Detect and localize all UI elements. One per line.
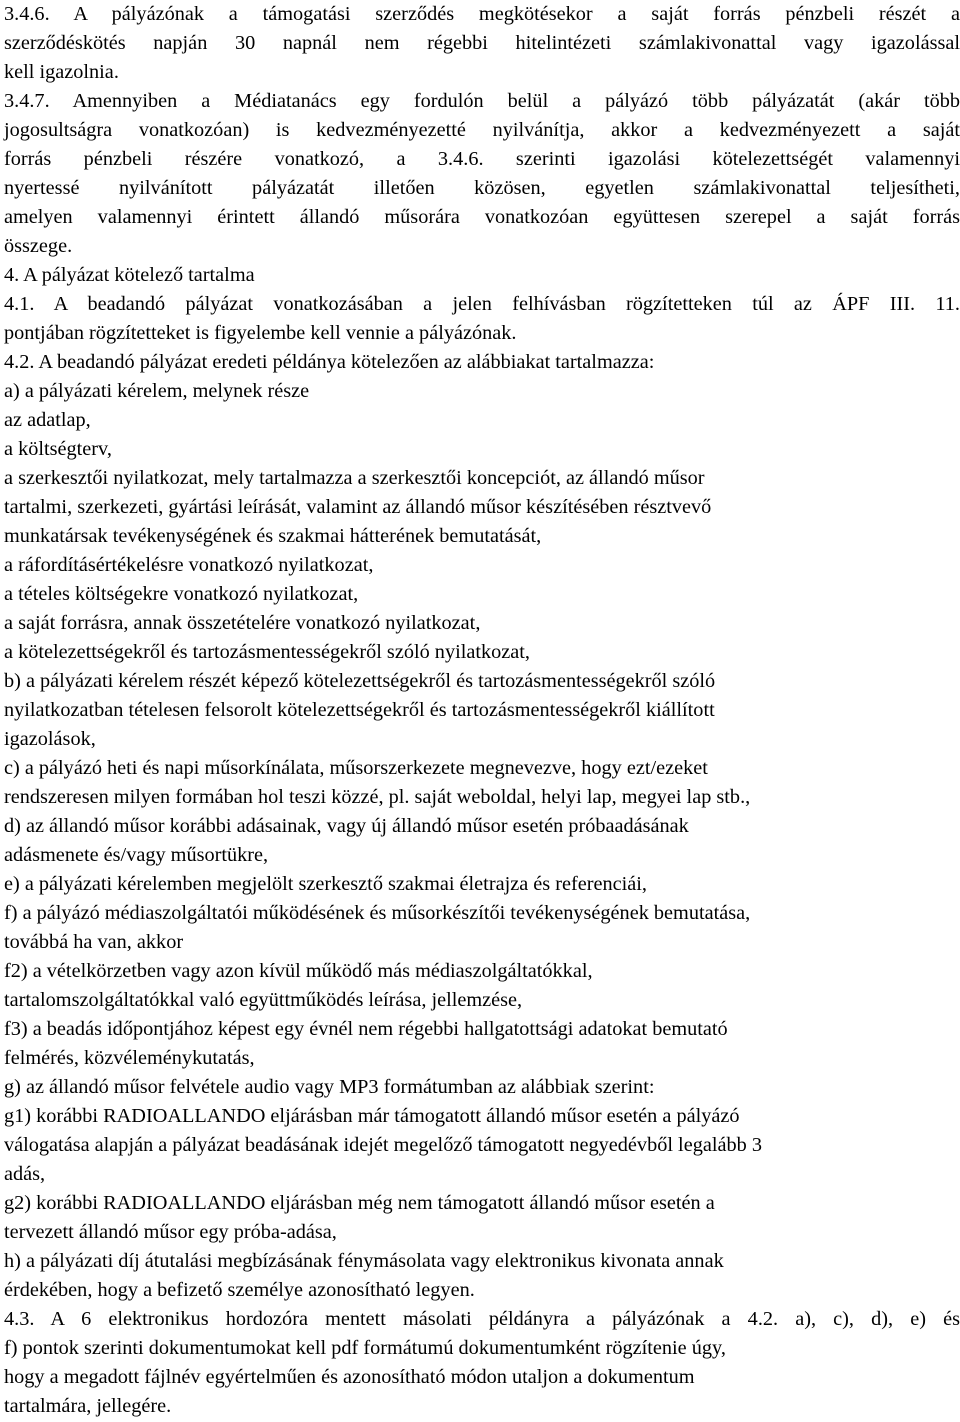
- text-line: 3.4.7. Amennyiben a Médiatanács egy fordulón belül a pályázó több pályázatát (akár több: [4, 90, 960, 112]
- text-line: f) a pályázó médiaszolgáltatói működésének és műsorkészítői tevékenységének bemutatása,: [4, 902, 751, 924]
- text-line: d) az állandó műsor korábbi adásainak, vagy új állandó műsor esetén próbaadásának: [4, 815, 689, 837]
- text-line: munkatársak tevékenységének és szakmai hátterének bemutatását,: [4, 525, 542, 547]
- text-line: tartalmi, szerkezeti, gyártási leírását, valamint az állandó műsor készítésében résztvevő: [4, 496, 712, 518]
- text-line: a költségterv,: [4, 438, 112, 460]
- text-line: válogatása alapján a pályázat beadásának idejét megelőző támogatott negyedévből legalább 3: [4, 1134, 762, 1156]
- text-line: érdekében, hogy a befizető személye azonosítható legyen.: [4, 1279, 475, 1301]
- text-line: adásmenete és/vagy műsortükre,: [4, 844, 269, 866]
- text-line: f2) a vételkörzetben vagy azon kívül működő más médiaszolgáltatókkal,: [4, 960, 593, 982]
- text-line: nyertessé nyilvánított pályázatát illetően közösen, egyetlen számlakivonattal teljesítheti,: [4, 177, 960, 199]
- text-line: szerződéskötés napján 30 napnál nem régebbi hitelintézeti számlakivonattal vagy igazolással: [4, 32, 960, 54]
- document-page: [4, 0, 960, 1421]
- text-line: tartalomszolgáltatókkal való együttműködés leírása, jellemzése,: [4, 989, 523, 1011]
- text-line: felmérés, közvéleménykutatás,: [4, 1047, 255, 1069]
- text-line: pontjában rögzítetteket is figyelembe kell vennie a pályázónak.: [4, 322, 517, 344]
- text-line: jogosultságra vonatkozóan) is kedvezményezetté nyilvánítja, akkor a kedvezményezett a saját: [4, 119, 960, 141]
- text-line: adás,: [4, 1163, 46, 1185]
- text-line: a kötelezettségekről és tartozásmentességekről szóló nyilatkozat,: [4, 641, 530, 663]
- text-line: a saját forrásra, annak összetételére vonatkozó nyilatkozat,: [4, 612, 481, 634]
- text-line: a ráfordításértékelésre vonatkozó nyilatkozat,: [4, 554, 374, 576]
- text-line: f) pontok szerinti dokumentumokat kell pdf formátumú dokumentumként rögzítenie úgy,: [4, 1337, 726, 1359]
- text-line: kell igazolnia.: [4, 61, 119, 83]
- text-line: tervezett állandó műsor egy próba-adása,: [4, 1221, 337, 1243]
- text-line: 4. A pályázat kötelező tartalma: [4, 264, 255, 286]
- text-line: az adatlap,: [4, 409, 91, 431]
- text-line: 4.3. A 6 elektronikus hordozóra mentett másolati példányra a pályázónak a 4.2. a), c), d), e) és: [4, 1308, 960, 1330]
- text-line: c) a pályázó heti és napi műsorkínálata, műsorszerkezete megnevezve, hogy ezt/ezeket: [4, 757, 708, 779]
- text-line: g1) korábbi RADIOALLANDO eljárásban már támogatott állandó műsor esetén a pályázó: [4, 1105, 740, 1127]
- text-line: továbbá ha van, akkor: [4, 931, 184, 953]
- text-line: h) a pályázati díj átutalási megbízásának fénymásolata vagy elektronikus kivonata annak: [4, 1250, 724, 1272]
- text-line: g) az állandó műsor felvétele audio vagy MP3 formátumban az alábbiak szerint:: [4, 1076, 655, 1098]
- text-line: f3) a beadás időpontjához képest egy évnél nem régebbi hallgatottsági adatokat bemutató: [4, 1018, 728, 1040]
- text-line: forrás pénzbeli részére vonatkozó, a 3.4.6. szerinti igazolási kötelezettségét valamennyi: [4, 148, 960, 170]
- text-line: a tételes költségekre vonatkozó nyilatkozat,: [4, 583, 359, 605]
- text-line: tartalmára, jellegére.: [4, 1395, 172, 1417]
- text-line: a szerkesztői nyilatkozat, mely tartalmazza a szerkesztői koncepciót, az állandó műsor: [4, 467, 705, 489]
- text-line: rendszeresen milyen formában hol teszi közzé, pl. saját weboldal, helyi lap, megyei lap stb.,: [4, 786, 751, 808]
- text-line: a) a pályázati kérelem, melynek része: [4, 380, 310, 402]
- text-line: e) a pályázati kérelemben megjelölt szerkesztő szakmai életrajza és referenciái,: [4, 873, 647, 895]
- text-line: g2) korábbi RADIOALLANDO eljárásban még nem támogatott állandó műsor esetén a: [4, 1192, 715, 1214]
- text-line: nyilatkozatban tételesen felsorolt kötelezettségekről és tartozásmentességekről kiállított: [4, 699, 715, 721]
- text-line: amelyen valamennyi érintett állandó műsorára vonatkozóan együttesen szerepel a saját forrás: [4, 206, 960, 228]
- text-line: 4.1. A beadandó pályázat vonatkozásában a jelen felhívásban rögzítetteken túl az ÁPF III. 11.: [4, 293, 960, 315]
- text-line: igazolások,: [4, 728, 96, 750]
- text-line: 4.2. A beadandó pályázat eredeti példánya kötelezően az alábbiakat tartalmazza:: [4, 351, 655, 373]
- text-line: 3.4.6. A pályázónak a támogatási szerződés megkötésekor a saját forrás pénzbeli részét a: [4, 3, 960, 25]
- text-line: b) a pályázati kérelem részét képező kötelezettségekről és tartozásmentességekről szóló: [4, 670, 716, 692]
- text-line: összege.: [4, 235, 73, 257]
- text-line: hogy a megadott fájlnév egyértelműen és azonosítható módon utaljon a dokumentum: [4, 1366, 695, 1388]
